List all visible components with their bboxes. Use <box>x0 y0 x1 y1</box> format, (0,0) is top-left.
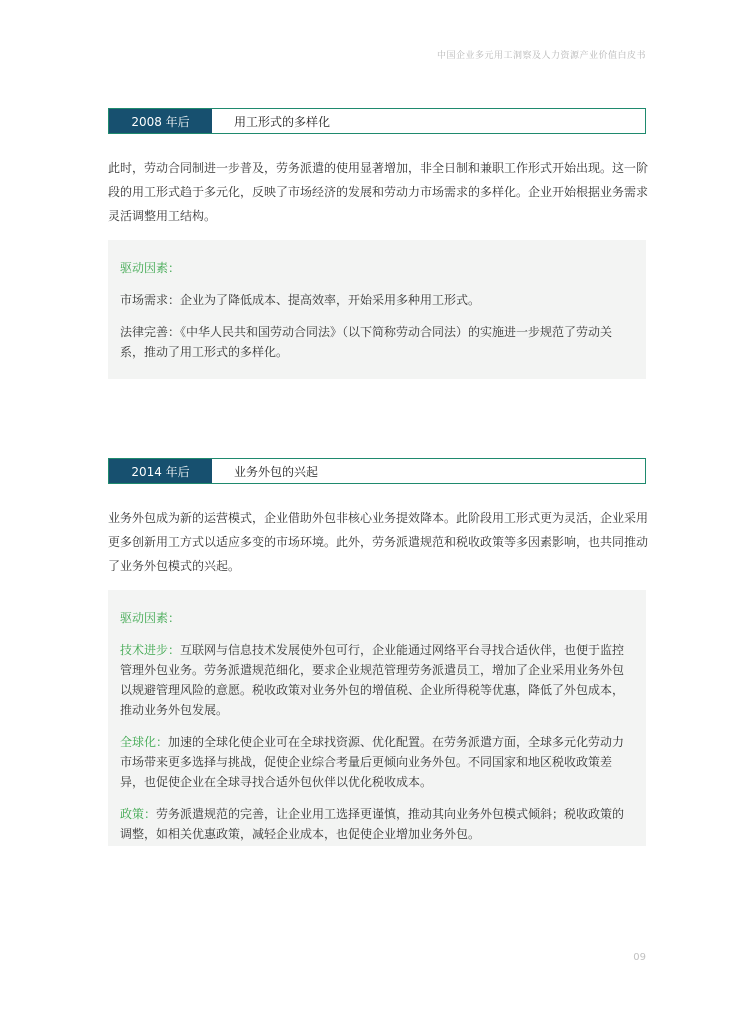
section-1-title-bar <box>108 108 646 134</box>
section-2-driver-item <box>120 804 634 844</box>
section-2-drivers-box <box>108 590 646 846</box>
running-header-title: 中国企业多元用工洞察及人力资源产业价值白皮书 <box>436 51 646 61</box>
driver-text: 市场需求：企业为了降低成本、提高效率，开始采用多种用工形式。 <box>120 293 481 307</box>
section-1-year-label: 2008 年后 <box>109 109 212 133</box>
driver-label: 政策： <box>120 807 157 821</box>
section-1-driver-item <box>120 290 634 310</box>
section-2-year-label: 2014 年后 <box>109 459 212 483</box>
section-1-paragraph: 此时，劳动合同制进一步普及，劳务派遣的使用显著增加，非全日制和兼职工作形式开始出现。这一阶段的用工形式趋于多元化，反映了市场经济的发展和劳动力市场需求的多样化。企业开始根据业务需求灵活调整用工结构。 <box>108 161 649 223</box>
driver-label: 技术进步： <box>120 643 181 657</box>
section-2-driver-item <box>120 640 634 720</box>
driver-label: 全球化： <box>120 735 169 749</box>
section-1-drivers-heading: 驱动因素： <box>120 261 181 275</box>
section-1-driver-item <box>120 322 634 362</box>
section-2-paragraph: 业务外包成为新的运营模式，企业借助外包非核心业务提效降本。此阶段用工形式更为灵活，企业采用更多创新用工方式以适应多变的市场环境。此外，劳务派遣规范和税收政策等多因素影响，也共同推动了业务外包模式的兴起。 <box>108 511 649 573</box>
section-1-title: 用工形式的多样化 <box>212 109 645 133</box>
driver-text: 互联网与信息技术发展使外包可行，企业能通过网络平台寻找合适伙伴，也便于监控管理外包业务。劳务派遣规范细化，要求企业规范管理劳务派遣员工，增加了企业采用业务外包以规避管理风险的意愿。税收政策对业务外包的增值税、企业所得税等优惠，降低了外包成本，推动业务外包发展。 <box>120 643 625 717</box>
page-number: 09 <box>633 952 646 963</box>
driver-text: 劳务派遣规范的完善，让企业用工选择更谨慎，推动其向业务外包模式倾斜；税收政策的调整，如相关优惠政策，减轻企业成本，也促使企业增加业务外包。 <box>120 807 625 841</box>
section-2-title: 业务外包的兴起 <box>212 459 645 483</box>
section-2-title-bar <box>108 458 646 484</box>
section-2-drivers-heading: 驱动因素： <box>120 611 181 625</box>
section-1-drivers-box <box>108 240 646 379</box>
section-2-driver-item <box>120 732 634 792</box>
driver-text: 加速的全球化使企业可在全球找资源、优化配置。在劳务派遣方面，全球多元化劳动力市场带来更多选择与挑战，促使企业综合考量后更倾向业务外包。不同国家和地区税收政策差异，也促使企业在全球寻找合适外包伙伴以优化税收成本。 <box>120 735 625 789</box>
driver-text: 法律完善：《中华人民共和国劳动合同法》（以下简称劳动合同法）的实施进一步规范了劳动关系，推动了用工形式的多样化。 <box>120 325 613 359</box>
